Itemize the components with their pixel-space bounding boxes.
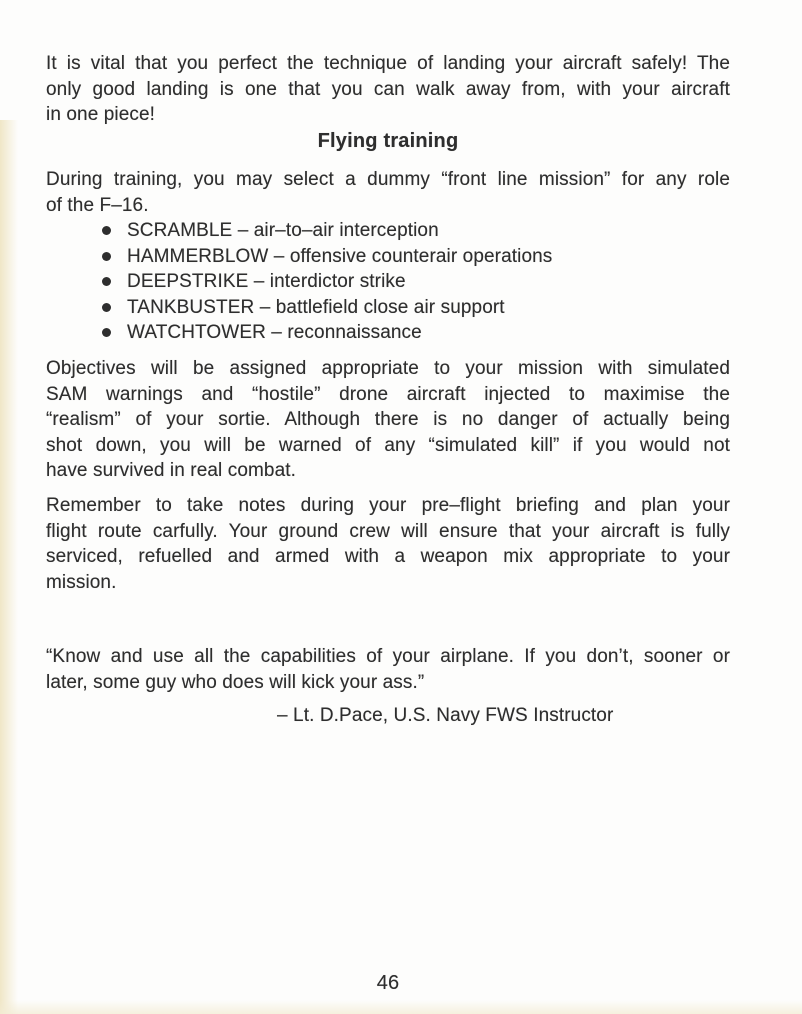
list-item: [46, 320, 730, 346]
list-item: [46, 269, 730, 295]
bullet-icon: [102, 252, 111, 261]
paragraph-briefing: [46, 493, 730, 595]
text-line: in one piece!: [46, 104, 156, 125]
text-line: flight route carfully. Your ground crew will ensure that your aircraft is fully: [46, 520, 730, 542]
mission-label: SCRAMBLE – air–to–air interception: [127, 220, 439, 241]
mission-label: DEEPSTRIKE – interdictor strike: [127, 271, 406, 292]
text-line: “realism” of your sortie. Although there is no danger of actually being: [46, 409, 730, 430]
bullet-icon: [102, 277, 111, 286]
paragraph-training-intro: [46, 167, 730, 218]
text-line: shot down, you will be warned of any “simulated kill” if you would not: [46, 434, 730, 456]
text-line: It is vital that you perfect the technique of landing your aircraft safely! The: [46, 53, 730, 74]
bullet-icon: [102, 328, 111, 337]
text-line: “Know and use all the capabilities of your airplane. If you don’t, sooner or: [46, 646, 730, 667]
text-line: SAM warnings and “hostile” drone aircraft injected to maximise the: [46, 383, 730, 405]
text-line: only good landing is one that you can walk away from, with your aircraft: [46, 78, 730, 100]
paragraph-landing: [46, 51, 730, 128]
text-line: During training, you may select a dummy “front line mission” for any role: [46, 169, 730, 190]
text-line: Remember to take notes during your pre–flight briefing and plan your: [46, 495, 730, 516]
mission-label: TANKBUSTER – battlefield close air support: [127, 296, 505, 318]
text-line: serviced, refuelled and armed with a weapon mix appropriate to your: [46, 546, 730, 567]
paragraph-objectives: [46, 356, 730, 484]
text-line: Objectives will be assigned appropriate to your mission with simulated: [46, 358, 730, 379]
list-item: [46, 218, 730, 244]
scan-edge-bottom-tint: [0, 1000, 802, 1014]
scan-edge-left-tint: [0, 120, 18, 1014]
mission-label: HAMMERBLOW – offensive counterair operations: [127, 245, 553, 267]
bullet-icon: [102, 303, 111, 312]
text-line: mission.: [46, 571, 117, 593]
text-line: of the F–16.: [46, 194, 149, 216]
list-item: [46, 244, 730, 270]
quote: [46, 644, 730, 695]
bullet-icon: [102, 226, 111, 235]
text-line: later, some guy who does will kick your ass.”: [46, 671, 425, 693]
page-number: 46: [376, 972, 400, 994]
quote-attribution: – Lt. D.Pace, U.S. Navy FWS Instructor: [277, 705, 614, 726]
section-heading: Flying training: [317, 130, 459, 152]
mission-list: [46, 218, 730, 346]
mission-label: WATCHTOWER – reconnaissance: [127, 322, 422, 343]
list-item: [46, 295, 730, 321]
text-line: have survived in real combat.: [46, 460, 297, 481]
